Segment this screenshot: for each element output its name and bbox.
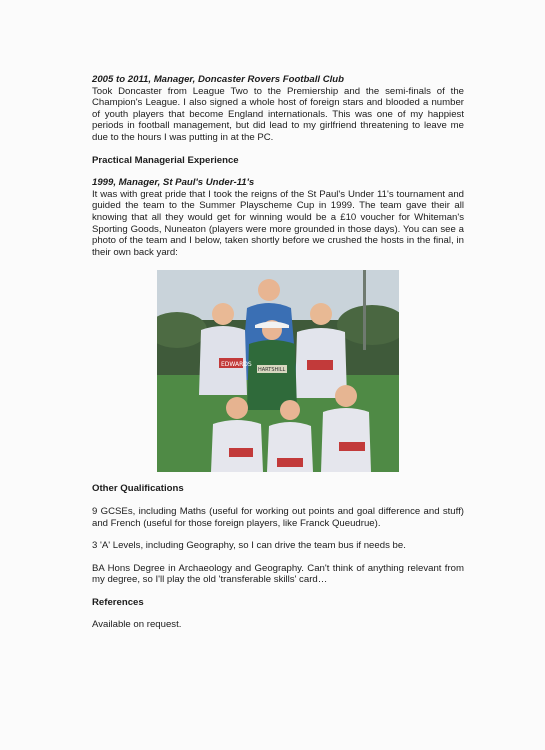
team-photo-image — [157, 270, 399, 472]
photo-shirt-text: EDWARDS — [221, 361, 252, 369]
qualification-item: BA Hons Degree in Archaeology and Geography. Can't think of anything relevant from my degree, so I'll play the old 'transferable skills' card… — [92, 562, 464, 586]
job-title-stpauls: 1999, Manager, St Paul's Under-11's — [92, 177, 255, 189]
photo-keeper-text: HARTSHILL — [258, 367, 286, 374]
cv-content — [92, 74, 464, 631]
section-heading-practical: Practical Managerial Experience — [92, 154, 239, 166]
team-photo — [157, 270, 399, 472]
job-description-doncaster: Took Doncaster from League Two to the Premiership and the semi-finals of the Champion's League. I also signed a whole host of foreign stars and blooded a number of youth players that become England internationals. This was one of my happiest periods in football management, but did lead to my girlfriend threatening to leave me due to the hours I was putting in at the PC. — [92, 85, 464, 143]
section-heading-qualifications: Other Qualifications — [92, 483, 184, 495]
qualification-item: 3 'A' Levels, including Geography, so I can drive the team bus if needs be. — [92, 540, 406, 552]
job-title-doncaster: 2005 to 2011, Manager, Doncaster Rovers Football Club — [92, 74, 345, 85]
job-description-stpauls: It was with great pride that I took the reigns of the St Paul's Under 11's tournament and guided the team to the Summer Playscheme Cup in 1999. The team gave their all knowing that all they would get for winning would be a £10 voucher for Whiteman's Sporting Goods, Nuneaton (players were more grounded in those days). You can see a photo of the team and I below, taken shortly before we crushed the hosts in the final, in their own back yard: — [92, 188, 464, 258]
references-text: Available on request. — [92, 619, 182, 631]
qualification-item: 9 GCSEs, including Maths (useful for working out points and goal difference and stuff) and French (useful for those foreign players, like Franck Queudrue). — [92, 505, 464, 529]
section-heading-references: References — [92, 596, 144, 608]
